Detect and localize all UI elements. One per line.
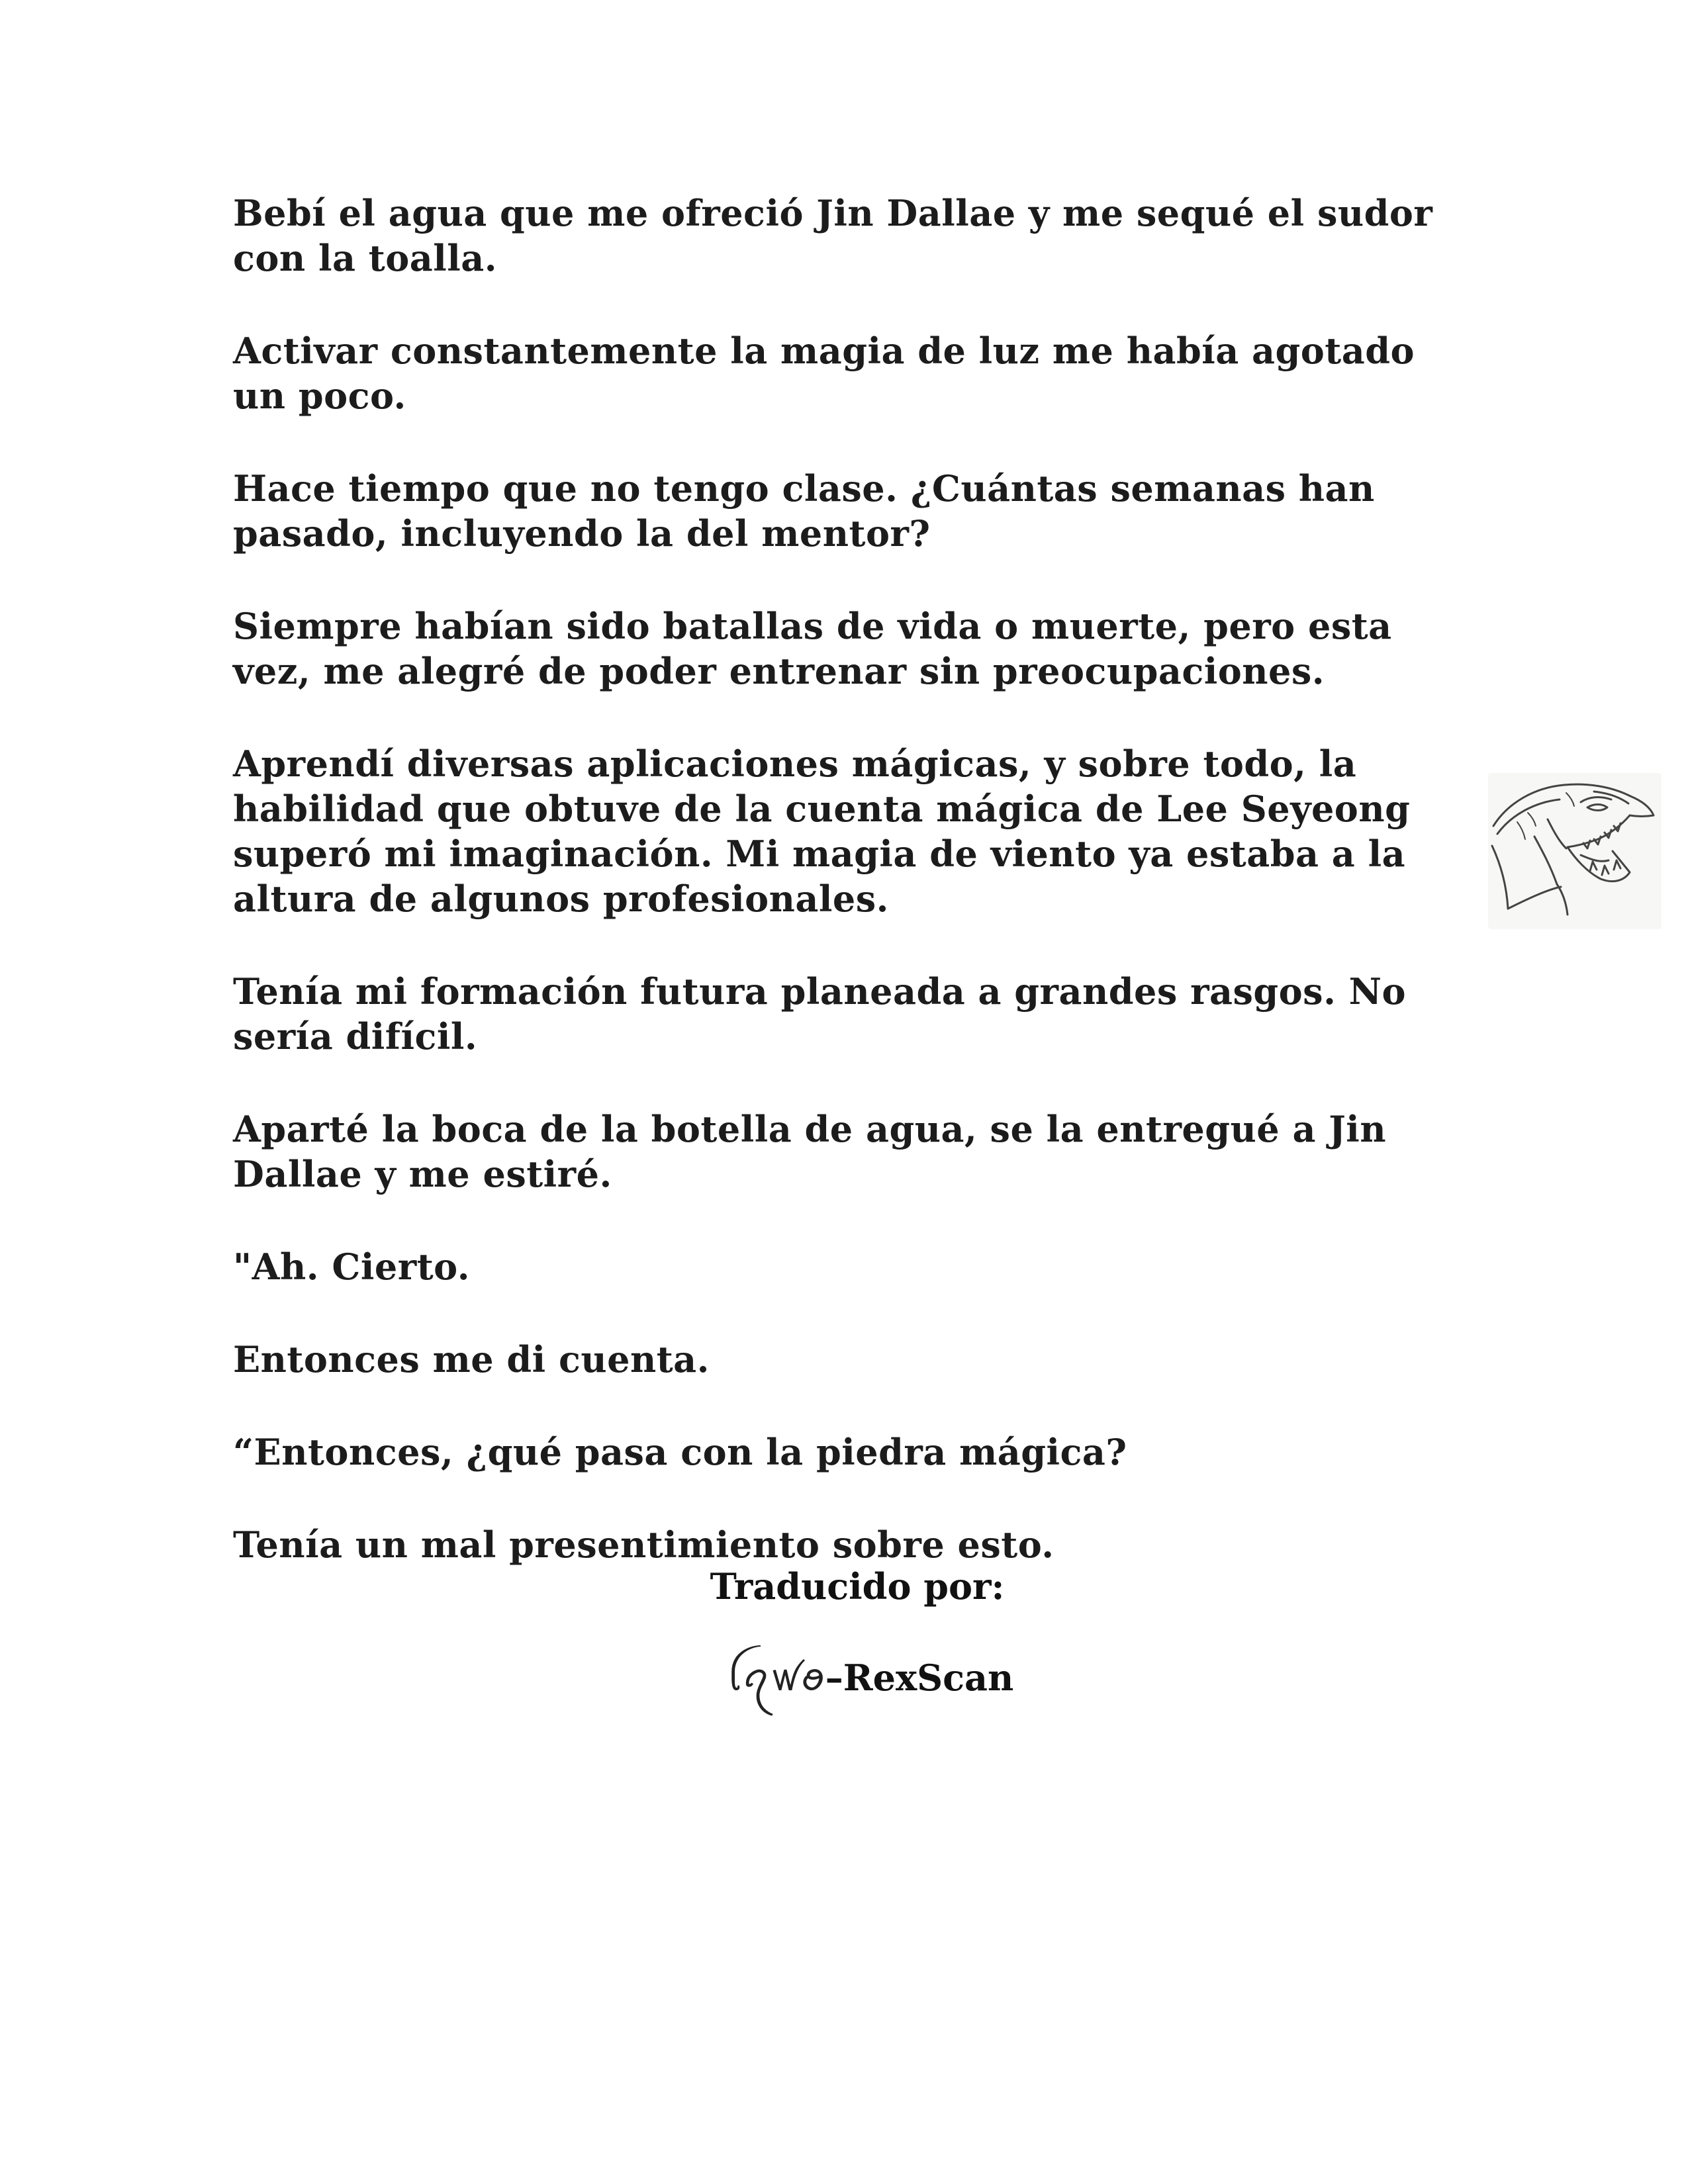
paragraph-9: Entonces me di cuenta. [233,1338,710,1381]
paragraph-7: Aparté la boca de la botella de agua, se la entregué a Jin Dallae y me estiré. [233,1108,1387,1195]
paragraph-1: Bebí el agua que me ofreció Jin Dallae y me sequé el sudor con la toalla. [233,192,1433,279]
translator-name: ꪶꪖꪝꪮ [727,1657,825,1700]
credits-label-text: Traducido por: [710,1565,1005,1608]
body-text [233,191,1477,1567]
credits-separator: – [825,1657,843,1699]
paragraph-8: "Ah. Cierto. [233,1246,471,1288]
paragraph-10: “Entonces, ¿qué pasa con la piedra mágica? [233,1431,1127,1473]
paragraph-11: Tenía un mal presentimiento sobre esto. [233,1524,1055,1566]
dinosaur-head-sketch-icon [1488,773,1662,929]
credits-label [0,1565,1688,1608]
paragraph-4: Siempre habían sido batallas de vida o muerte, pero esta vez, me alegré de poder entrenar sin preocupaciones. [233,605,1392,692]
paragraph-5: Aprendí diversas aplicaciones mágicas, y sobre todo, la habilidad que obtuve de la cuenta mágica de Lee Seyeong superó mi imaginación. Mi magia de viento ya estaba a la altura de algunos profesionales. [233,743,1411,920]
paragraph-2: Activar constantemente la magia de luz me había agotado un poco. [233,330,1415,417]
paragraph-6: Tenía mi formación futura planeada a grandes rasgos. No sería difícil. [233,970,1407,1058]
paragraph-3: Hace tiempo que no tengo clase. ¿Cuántas semanas han pasado, incluyendo la del mentor? [233,467,1375,555]
group-name: RexScan [843,1657,1014,1699]
credits-line [0,1641,1688,1719]
